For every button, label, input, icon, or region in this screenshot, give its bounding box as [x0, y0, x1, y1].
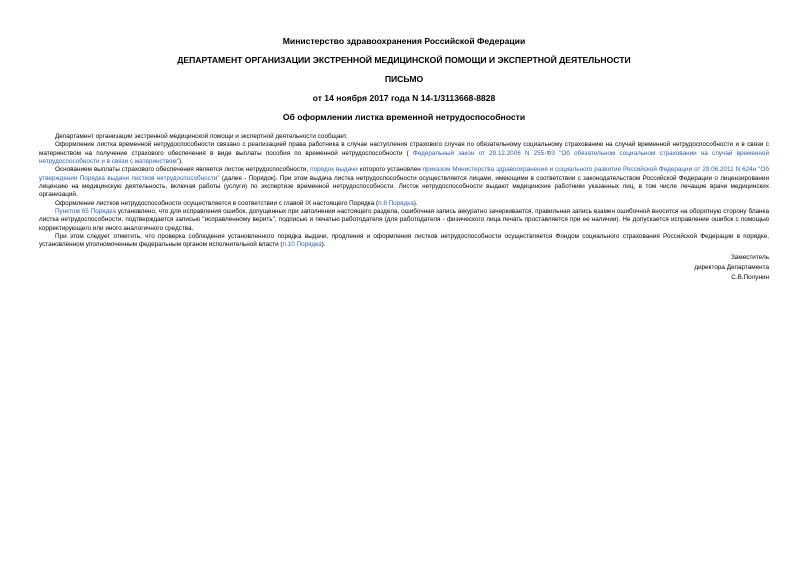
document-type: ПИСЬМО: [384, 74, 424, 84]
issue-procedure-link[interactable]: порядок выдачи: [310, 166, 358, 174]
paragraph-text: ).: [321, 241, 326, 249]
paragraph-1: Департамент организации экстренной медицинской помощи и экспертной деятельности сообщает.: [55, 133, 348, 140]
document-date-number: от 14 ноября 2017 года N 14-1/3113668-8828: [312, 93, 496, 103]
signer-position-line2: директора Департамента: [694, 264, 769, 272]
document-subject: Об оформлении листка временной нетрудоспособности: [282, 112, 526, 122]
law-255-fz-link[interactable]: Федеральный закон от 29.12.2006 N 255-ФЗ "Об обязательном социальном страховании на случай временной нетрудоспособности и в связи с материнством": [39, 149, 769, 166]
procedure-item-65-link[interactable]: Пунктом 65 Порядка: [55, 208, 116, 216]
ministry-name: Министерство здравоохранения Российской Федерации: [282, 36, 526, 46]
signer-name: С.В.Полунин: [731, 274, 769, 282]
paragraph-3: [39, 166, 769, 199]
paragraph-text: При этом следует отметить, что проверка соблюдения установленного порядка выдачи, продления и оформления листков нетрудоспособности осуществляется Фондом социального страхования Российской Федерации в порядке, установленном уполномоченным федеральным органом исполнительной власти (: [39, 233, 769, 249]
paragraph-text: Оформление листков нетрудоспособности осуществляется в соответствии с главой IX настоящего Порядка (: [55, 199, 379, 207]
department-name: ДЕПАРТАМЕНТ ОРГАНИЗАЦИИ ЭКСТРЕННОЙ МЕДИЦИНСКОЙ ПОМОЩИ И ЭКСПЕРТНОЙ ДЕЯТЕЛЬНОСТИ: [177, 55, 631, 65]
procedure-item-10-link[interactable]: п.10 Порядка: [282, 241, 322, 249]
paragraph-text: ).: [179, 158, 183, 166]
paragraph-text: Основанием выплаты страхового обеспечения является листок нетрудоспособности,: [55, 166, 311, 174]
paragraph-6: [39, 233, 769, 250]
letter-body: [39, 133, 769, 250]
paragraph-text: которого установлен: [357, 166, 423, 174]
paragraph-2: [39, 141, 769, 166]
procedure-item-8-link[interactable]: п.8 Порядка: [378, 199, 414, 207]
paragraph-5: [39, 208, 769, 233]
paragraph-text: (далее - Порядок). При этом выдача листка нетрудоспособности осуществляется лицами, имеющими в соответствии с законодательством Российской Федерации о лицензировании лицензию на медицинскую деятельность, включая работы (услуги) по экспертизе временной нетрудоспособности. Листок нетрудоспособности выдают медицинские работники указанных лиц, в том числе лечащие врачи медицинских организаций.: [39, 174, 769, 199]
paragraph-text: установлено, что для исправления ошибок, допущенных при заполнении настоящего раздела, ошибочная запись аккуратно зачеркивается, правильная запись взамен ошибочной вносится на оборотную сторону бланка листка нетрудоспособности, подтверждается записью "исправленному верить", подписью и печатью работодателя (для работодателя - физического лица печать проставляется при ее наличии). Не допускается исправление ошибок с помощью корректирующего или иного аналогичного средства.: [39, 208, 769, 232]
order-624n-link[interactable]: приказом Министерства здравоохранения и социального развития Российской Федерации от 29.06.2011 N 624н "Об утверждении Порядка выдачи листков нетрудоспособности": [39, 166, 769, 182]
paragraph-text: Оформление листка временной нетрудоспособности связано с реализацией права работника в случае наступления страхового случая по обязательному социальному страхованию на случай временной нетрудоспособности и в связи с материнством на получение страхового обеспечения в виде выплаты пособия по временной нетрудоспособности (: [39, 141, 769, 157]
signer-position: Заместитель: [730, 253, 769, 261]
paragraph-4: [39, 200, 769, 208]
paragraph-text: ).: [413, 199, 418, 207]
signature-block: [39, 253, 769, 284]
